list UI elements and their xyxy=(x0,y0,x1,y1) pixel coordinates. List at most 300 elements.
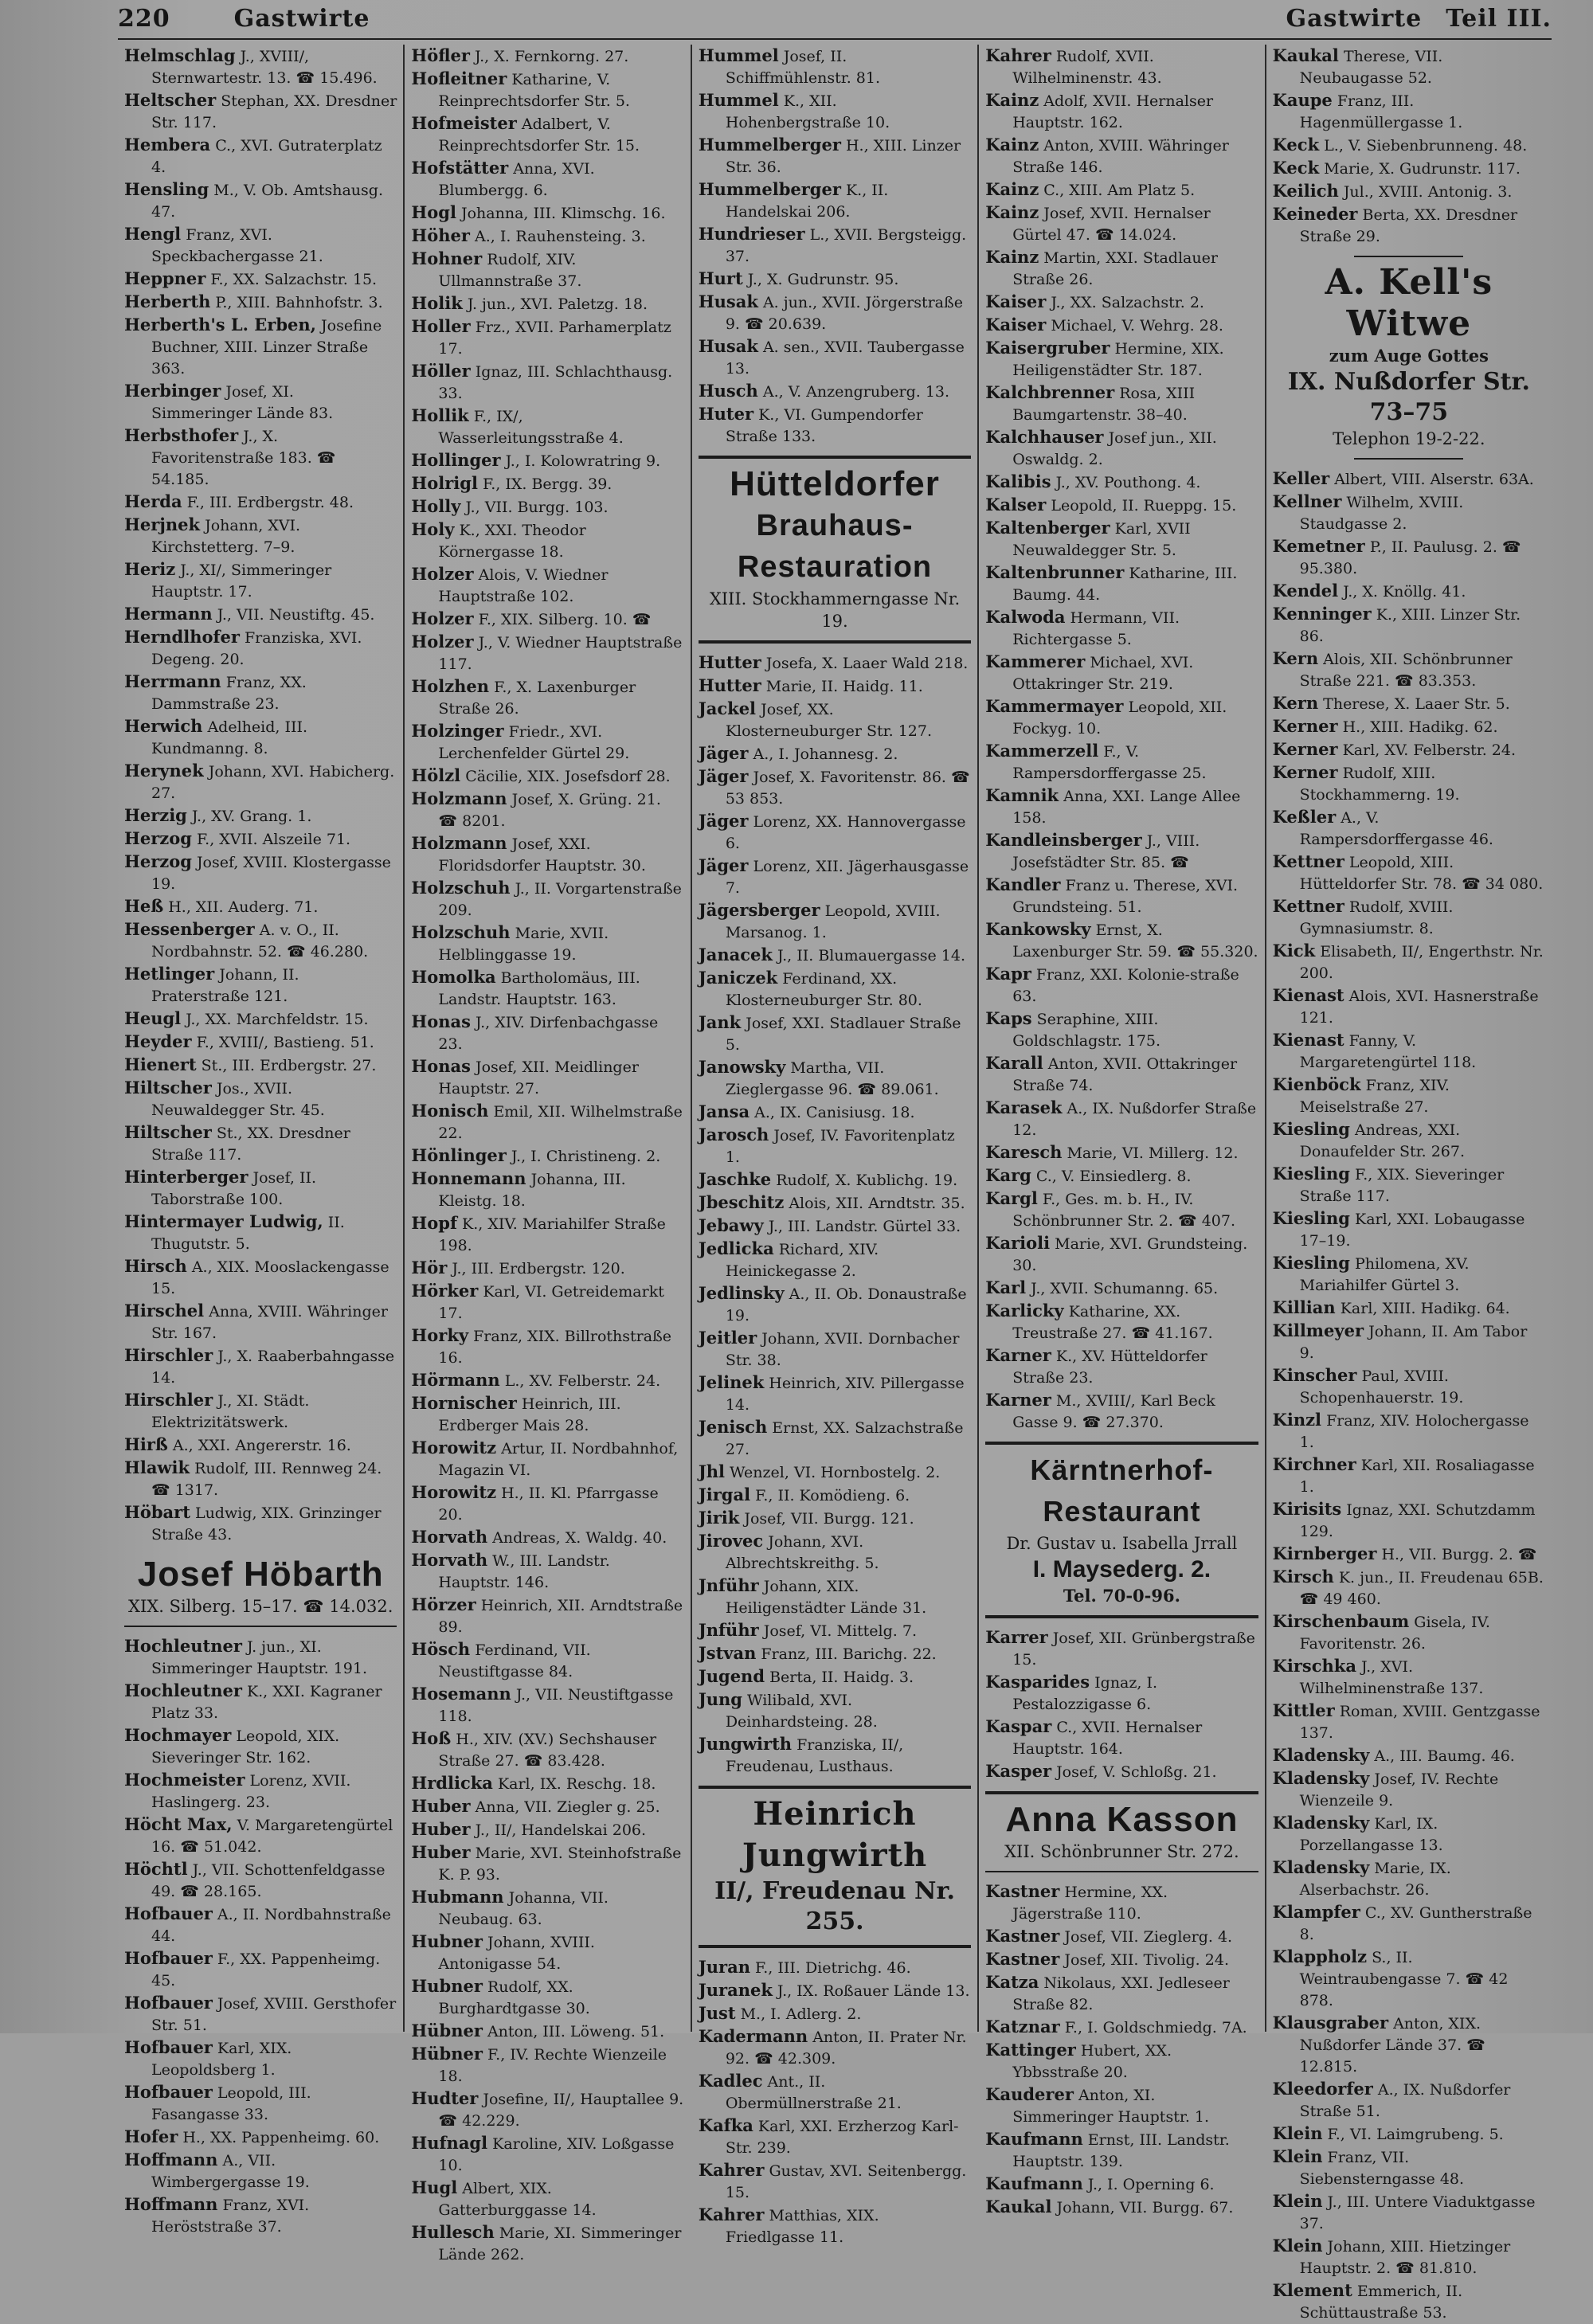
entry-name: Heugl xyxy=(124,1008,182,1028)
entry-name: Hochleutner xyxy=(124,1680,242,1700)
directory-entry xyxy=(411,1727,683,1772)
directory-entry xyxy=(411,405,683,449)
entry-details: Anton, II. Prater Nr. 92. ☎ 42.309. xyxy=(725,2029,967,2068)
entry-name: Hutter xyxy=(698,675,761,695)
entry-details: H., XIII. Hadikg. 62. xyxy=(1342,718,1498,736)
directory-entry xyxy=(699,1124,971,1168)
directory-entry xyxy=(699,1575,971,1619)
entry-name: Kahrer xyxy=(698,2205,765,2224)
directory-entry xyxy=(124,1680,397,1724)
directory-entry xyxy=(1273,1498,1545,1543)
directory-entry xyxy=(699,2159,971,2204)
entry-details: A., IX. Nußdorfer Straße 51. xyxy=(1299,2081,1511,2120)
entry-name: Kittler xyxy=(1272,1700,1335,1720)
page-header xyxy=(118,5,1552,40)
entry-details: Franz u. Therese, XVI. Grundsteing. 51. xyxy=(1012,877,1239,916)
entry-name: Klein xyxy=(1272,2123,1323,2143)
entry-details: Ernst, XX. Salzachstraße 27. xyxy=(725,1419,964,1458)
entry-details: A., XXI. Angererstr. 16. xyxy=(172,1437,351,1454)
entry-name: Kiesling xyxy=(1272,1164,1350,1184)
entry-name: Kastner xyxy=(985,1926,1060,1946)
entry-name: Kirisits xyxy=(1272,1499,1342,1519)
entry-name: Hornischer xyxy=(411,1393,517,1413)
directory-entry xyxy=(1273,851,1545,895)
entry-name: Hrdlicka xyxy=(411,1773,493,1793)
entry-details: Leopold, XIX. Sieveringer Str. 162. xyxy=(151,1727,340,1766)
entry-name: Kainz xyxy=(985,202,1039,222)
entry-name: Klappholz xyxy=(1272,1946,1368,1966)
entry-name: Hiltscher xyxy=(124,1078,212,1097)
entry-name: Kainz xyxy=(985,247,1039,267)
directory-entry xyxy=(985,651,1258,695)
directory-entry xyxy=(1273,203,1545,248)
directory-entry xyxy=(411,1795,683,1818)
entry-details: Karl, IX. Porzellangasse 13. xyxy=(1299,1815,1443,1854)
entry-details: Ferdinand, VII. Neustiftgasse 84. xyxy=(438,1641,591,1680)
entry-details: F., IV. Rechte Wienzeile 18. xyxy=(438,2046,667,2085)
entry-details: Leopold, III. Fasangasse 33. xyxy=(151,2084,311,2123)
entry-details: Ludwig, XIX. Grinzinger Straße 43. xyxy=(151,1504,382,1543)
entry-name: Kinscher xyxy=(1272,1365,1357,1385)
directory-entry xyxy=(124,715,397,760)
directory-entry xyxy=(699,1665,971,1688)
entry-details: J., V. Wiedner Hauptstraße 117. xyxy=(438,634,683,673)
directory-entry xyxy=(699,1238,971,1282)
directory-entry xyxy=(124,380,397,425)
directory-entry xyxy=(411,1280,683,1324)
ad-anna-kasson xyxy=(985,1791,1258,1872)
entry-details: Leopold, XVIII. Marsanog. 1. xyxy=(725,902,941,941)
directory-entry xyxy=(411,675,683,720)
directory-entry xyxy=(1273,761,1545,806)
entry-name: Kemetner xyxy=(1272,536,1365,556)
entry-name: Hummelberger xyxy=(698,179,841,199)
ad-line-1: A. Kell's Witwe xyxy=(1325,262,1493,344)
entry-details: Paul, XVIII. Schopenhauerstr. 19. xyxy=(1299,1367,1464,1407)
entry-name: Herzig xyxy=(124,805,187,825)
entry-details: St., XX. Dresdner Straße 117. xyxy=(151,1125,350,1164)
entry-details: Rudolf, XVII. Wilhelminenstr. 43. xyxy=(1012,48,1162,87)
directory-entry xyxy=(411,832,683,877)
entry-details: J., XVIII/, Sternwartestr. 13. ☎ 15.496. xyxy=(151,48,378,87)
entry-details: Johann, XVII. Dornbacher Str. 38. xyxy=(725,1330,960,1369)
entry-details: Leopold, XIII. Hütteldorfer Str. 78. ☎ 34 080. xyxy=(1299,854,1544,893)
entry-name: Juran xyxy=(698,1957,750,1977)
entry-details: Berta, II. Haidg. 3. xyxy=(769,1669,914,1686)
entry-name: Hiltscher xyxy=(124,1122,212,1142)
entry-name: Hölzl xyxy=(411,765,461,785)
entry-name: Kienast xyxy=(1272,1030,1344,1050)
directory-entry xyxy=(411,1324,683,1369)
directory-entry xyxy=(1273,45,1545,89)
entry-details: Gustav, XVI. Seitenbergg. 15. xyxy=(725,2162,967,2201)
entry-name: Hollik xyxy=(411,405,469,425)
entry-details: J., I. Christineng. 2. xyxy=(511,1148,661,1165)
entry-details: Albert, XIX. Gatterburggasse 14. xyxy=(438,2180,597,2219)
entry-name: Keineder xyxy=(1272,204,1358,224)
entry-name: Kaltenberger xyxy=(985,518,1110,538)
entry-details: M., XVIII/, Karl Beck Gasse 9. ☎ 27.370. xyxy=(1012,1392,1215,1431)
entry-name: Jäger xyxy=(698,743,749,763)
directory-entry xyxy=(985,1344,1258,1389)
entry-name: Kettner xyxy=(1272,896,1344,916)
directory-entry xyxy=(411,157,683,201)
entry-details: Josefa, X. Laaer Wald 218. xyxy=(765,655,969,672)
ad-line-2: zum Auge Gottes xyxy=(1329,346,1489,366)
directory-entry xyxy=(985,695,1258,740)
entry-details: F., III. Dietrichg. 46. xyxy=(755,1959,911,1977)
entry-name: Hienert xyxy=(124,1054,197,1074)
entry-details: Rudolf, XX. Burghardtgasse 30. xyxy=(438,1978,590,2017)
directory-entry xyxy=(1273,2146,1545,2190)
directory-entry xyxy=(1273,895,1545,940)
entry-name: Holzer xyxy=(411,608,474,628)
entry-name: Kahrer xyxy=(985,45,1051,65)
entry-name: Honas xyxy=(411,1011,471,1031)
entry-name: Kirsch xyxy=(1272,1567,1334,1587)
directory-entry xyxy=(411,2087,683,2132)
entry-details: L., V. Siebenbrunneng. 48. xyxy=(1324,137,1528,155)
entry-name: Karrer xyxy=(985,1627,1048,1647)
entry-details: H., VII. Burgg. 2. ☎ xyxy=(1381,1546,1537,1563)
ad-address: XIII. Stockhammerngasse Nr. 19. xyxy=(709,589,961,631)
entry-name: Jugend xyxy=(698,1666,765,1686)
entry-name: Kainz xyxy=(985,179,1039,199)
directory-entry xyxy=(985,1626,1258,1671)
entry-details: Adelheid, III. Kundmanng. 8. xyxy=(151,718,307,757)
running-title-left: Gastwirte xyxy=(233,5,370,33)
entry-name: Hirsch xyxy=(124,1256,187,1276)
entry-details: F., IX. Bergg. 39. xyxy=(482,475,613,493)
directory-entry xyxy=(1273,1655,1545,1700)
entry-details: J., III. Erdbergstr. 120. xyxy=(452,1260,625,1277)
entry-details: Alois, XII. Arndtstr. 35. xyxy=(789,1195,965,1212)
entry-name: Juranek xyxy=(698,1980,773,2000)
entry-name: Hirß xyxy=(124,1434,168,1454)
entry-name: Kick xyxy=(1272,941,1316,961)
entry-name: Keßler xyxy=(1272,807,1337,827)
entry-name: Hoffmann xyxy=(124,2194,218,2214)
entry-details: A., II. Nordbahnstraße 44. xyxy=(151,1906,391,1945)
entry-name: Killmeyer xyxy=(1272,1320,1364,1340)
directory-entry xyxy=(411,449,683,472)
entry-name: Herzog xyxy=(124,828,192,848)
entry-details: Josef, II. Taborstraße 100. xyxy=(151,1169,317,1208)
entry-name: Höcht Max, xyxy=(124,1814,233,1834)
entry-details: J., XX. Marchfeldstr. 15. xyxy=(186,1011,369,1028)
entry-name: Hinterberger xyxy=(124,1167,249,1187)
entry-details: F., Ges. m. b. H., IV. Schönbrunner Str. 2. ☎ 407. xyxy=(1012,1191,1236,1230)
directory-entry xyxy=(985,517,1258,561)
directory-entry xyxy=(1273,1029,1545,1074)
directory-entry xyxy=(124,2193,397,2238)
directory-entry xyxy=(411,45,683,68)
entry-details: Heinrich, III. Erdberger Mais 28. xyxy=(438,1395,621,1434)
directory-entry xyxy=(699,1327,971,1371)
entry-details: A., V. Anzengruberg. 13. xyxy=(762,383,950,401)
entry-name: Hetlinger xyxy=(124,964,215,984)
entry-name: Jelinek xyxy=(698,1372,765,1392)
entry-details: Wilibald, XVI. Deinhardsteing. 28. xyxy=(725,1692,878,1731)
directory-entry xyxy=(411,631,683,675)
entry-name: Kirschenbaum xyxy=(1272,1611,1410,1631)
directory-entry xyxy=(411,518,683,563)
directory-entry xyxy=(985,918,1258,963)
directory-entry xyxy=(1273,1409,1545,1453)
directory-entry xyxy=(124,671,397,715)
entry-name: Hosemann xyxy=(411,1684,511,1704)
entry-name: Hessenberger xyxy=(124,919,255,939)
entry-details: J. jun., XI. Simmeringer Hauptstr. 191. xyxy=(151,1638,367,1677)
entry-details: A., I. Rauhensteing. 3. xyxy=(475,228,646,245)
entry-details: F., V. Rampersdorffergasse 25. xyxy=(1012,743,1207,782)
entry-details: J., VII. Schottenfeldgasse 49. ☎ 28.165. xyxy=(151,1861,386,1900)
directory-entry xyxy=(411,563,683,608)
entry-details: Josef, VII. Burgg. 121. xyxy=(744,1510,914,1528)
entry-name: Klein xyxy=(1272,2236,1323,2256)
directory-entry xyxy=(411,2221,683,2266)
directory-entry xyxy=(124,1007,397,1031)
entry-details: Therese, VII. Neubaugasse 52. xyxy=(1299,48,1443,87)
directory-entry xyxy=(411,1886,683,1931)
entry-details: J., VII. Neustiftg. 45. xyxy=(217,606,375,624)
directory-entry xyxy=(124,425,397,491)
entry-name: Kafka xyxy=(698,2115,753,2135)
entry-details: Matthias, XIX. Friedlgasse 11. xyxy=(725,2207,879,2246)
entry-details: K., XXI. Theodor Körnergasse 18. xyxy=(438,522,586,561)
entry-details: Katharine, III. Baumg. 44. xyxy=(1012,565,1238,604)
directory-entry xyxy=(985,1716,1258,1760)
entry-details: Emil, XII. Wilhelmstraße 22. xyxy=(438,1103,683,1142)
directory-entry xyxy=(699,1168,971,1191)
entry-details: Anton, III. Löweng. 51. xyxy=(487,2023,665,2040)
entry-name: Kalchhauser xyxy=(985,427,1104,447)
directory-entry xyxy=(699,1619,971,1642)
columns xyxy=(118,45,1552,2322)
directory-entry xyxy=(1273,1744,1545,1767)
directory-entry xyxy=(1273,1364,1545,1409)
entry-details: Rudolf, III. Rennweg 24. ☎ 1317. xyxy=(151,1460,382,1499)
entry-details: Bartholomäus, III. Landstr. Hauptstr. 163. xyxy=(438,969,640,1008)
directory-entry xyxy=(1273,180,1545,203)
directory-entry xyxy=(699,742,971,765)
entry-details: J., III. Untere Viaduktgasse 37. xyxy=(1299,2193,1536,2232)
entry-details: Nikolaus, XXI. Jedleseer Straße 82. xyxy=(1012,1974,1230,2013)
directory-entry xyxy=(1273,134,1545,157)
entry-name: Jstvan xyxy=(698,1643,757,1663)
directory-entry xyxy=(985,2196,1258,2219)
entry-details: Josef, XX. Klosterneuburger Str. 127. xyxy=(725,701,932,740)
entry-name: Hoffmann xyxy=(124,2150,218,2169)
entry-name: Jäger xyxy=(698,811,749,831)
directory-entry xyxy=(124,134,397,178)
directory-entry xyxy=(1273,89,1545,134)
entry-name: Hübner xyxy=(411,2021,483,2040)
entry-name: Klausgraber xyxy=(1272,2013,1389,2033)
entry-name: Hönlinger xyxy=(411,1145,507,1165)
entry-details: Hermine, XX. Jägerstraße 110. xyxy=(1012,1884,1168,1923)
entry-details: Ernst, III. Landstr. Hauptstr. 139. xyxy=(1012,2131,1230,2170)
directory-entry xyxy=(699,1011,971,1056)
directory-entry xyxy=(985,1141,1258,1164)
column-4 xyxy=(977,45,1264,2216)
entry-name: Jank xyxy=(698,1012,742,1032)
ad-address: IX. Nußdorfer Str. 73–75 xyxy=(1287,368,1530,426)
directory-entry xyxy=(124,314,397,380)
entry-name: Kamnik xyxy=(985,785,1059,805)
directory-entry xyxy=(124,918,397,963)
directory-entry xyxy=(1273,491,1545,535)
entry-details: F., XIX. Silberg. 10. ☎ xyxy=(478,611,652,628)
entry-name: Honnemann xyxy=(411,1168,526,1188)
directory-entry xyxy=(985,291,1258,314)
entry-name: Kaukal xyxy=(985,2197,1052,2216)
entry-details: L., XV. Felberstr. 24. xyxy=(504,1372,661,1390)
directory-entry xyxy=(124,1457,397,1501)
entry-details: J., XX. Salzachstr. 2. xyxy=(1051,294,1204,311)
entry-details: Franziska, XVI. Degeng. 20. xyxy=(151,629,362,668)
directory-entry xyxy=(411,2043,683,2087)
entry-name: Hundrieser xyxy=(698,224,805,244)
entry-details: J., XIV. Dirfenbachgasse 23. xyxy=(438,1014,659,1053)
entry-name: Hirschler xyxy=(124,1345,213,1365)
entry-details: K., XII. Hohenbergstraße 10. xyxy=(725,92,890,131)
entry-name: Kandleinsberger xyxy=(985,830,1142,850)
entry-name: Holler xyxy=(411,316,471,336)
entry-details: Wenzel, VI. Hornbostelg. 2. xyxy=(730,1464,941,1481)
directory-entry xyxy=(699,380,971,403)
directory-entry xyxy=(1273,580,1545,603)
entry-details: P., II. Paulusg. 2. ☎ 95.380. xyxy=(1299,538,1521,577)
entry-name: Kainz xyxy=(985,90,1039,110)
entry-name: Kladensky xyxy=(1272,1768,1370,1788)
directory-entry xyxy=(124,1211,397,1255)
directory-entry xyxy=(699,1642,971,1665)
entry-name: Holzinger xyxy=(411,721,504,741)
directory-entry xyxy=(411,608,683,631)
directory-entry xyxy=(699,899,971,944)
page-number: 220 xyxy=(118,5,170,33)
entry-details: J., XVII. Schumanng. 65. xyxy=(1031,1280,1219,1297)
entry-details: C., XIII. Am Platz 5. xyxy=(1043,182,1196,199)
entry-details: F., IX/, Wasserleitungsstraße 4. xyxy=(438,408,624,447)
entry-details: Andreas, X. Waldg. 40. xyxy=(492,1529,667,1547)
directory-entry xyxy=(124,89,397,134)
entry-name: Kienböck xyxy=(1272,1074,1361,1094)
entry-details: A., V. Rampersdorffergasse 46. xyxy=(1299,809,1493,848)
ad-address: II/, Freudenau Nr. 255. xyxy=(714,1877,955,1935)
entry-name: Klement xyxy=(1272,2280,1352,2300)
entry-details: Ernst, X. Laxenburger Str. 59. ☎ 55.320. xyxy=(1012,921,1258,961)
directory-entry xyxy=(985,829,1258,874)
ad-line-1: Anna Kasson xyxy=(1005,1800,1239,1839)
entry-name: Hlawik xyxy=(124,1457,190,1477)
entry-name: Klampfer xyxy=(1272,1902,1360,1922)
entry-details: Johann, XVIII. Antonigasse 54. xyxy=(438,1934,595,1973)
entry-details: J., VIII. Josefstädter Str. 85. ☎ xyxy=(1012,832,1200,871)
entry-details: Anna, VII. Ziegler g. 25. xyxy=(475,1798,660,1816)
directory-entry xyxy=(699,335,971,380)
ad-line-1: Hütteldorfer xyxy=(730,464,940,503)
entry-name: Kalibis xyxy=(985,471,1051,491)
entry-details: Ignaz, III. Schlachthausg. 33. xyxy=(438,363,673,402)
entry-details: Johann, XVI. Kirchstetterg. 7–9. xyxy=(151,517,301,556)
entry-name: Herndlhofer xyxy=(124,627,240,647)
entry-details: A., XIX. Mooslackengasse 15. xyxy=(151,1258,389,1297)
directory-entry xyxy=(699,1507,971,1530)
directory-entry xyxy=(699,89,971,134)
directory-entry xyxy=(124,1054,397,1077)
entry-name: Kerner xyxy=(1272,716,1338,736)
entry-name: Hofstätter xyxy=(411,158,509,178)
entry-details: Lorenz, XII. Jägerhausgasse 7. xyxy=(725,858,969,897)
entry-details: Josef, XII. Meidlinger Hauptstr. 27. xyxy=(438,1058,639,1097)
entry-details: Marie, XVII. Helblinggasse 19. xyxy=(438,925,609,964)
directory-entry xyxy=(124,291,397,314)
entry-details: Philomena, XV. Mariahilfer Gürtel 3. xyxy=(1299,1255,1470,1294)
entry-name: Kaupe xyxy=(1272,90,1333,110)
directory-entry xyxy=(985,1187,1258,1232)
entry-details: Cäcilie, XIX. Josefsdorf 28. xyxy=(465,768,671,785)
entry-details: A., VII. Wimbergergasse 19. xyxy=(151,2152,310,2191)
entry-details: Therese, X. Laaer Str. 5. xyxy=(1323,695,1510,713)
entry-name: Kastner xyxy=(985,1949,1060,1969)
entry-details: Gisela, IV. Favoritenstr. 26. xyxy=(1299,1614,1490,1653)
directory-entry xyxy=(985,2128,1258,2173)
entry-details: M., I. Adlerg. 2. xyxy=(740,2005,862,2023)
ad-owners: Dr. Gustav u. Isabella Jrrall xyxy=(1006,1534,1238,1553)
entry-name: Höfler xyxy=(411,45,470,65)
directory-entry xyxy=(124,2149,397,2193)
directory-entry xyxy=(699,967,971,1011)
entry-name: Horvath xyxy=(411,1527,488,1547)
directory-entry xyxy=(985,1164,1258,1187)
entry-name: Jirik xyxy=(698,1508,740,1528)
directory-entry xyxy=(1273,984,1545,1029)
directory-entry xyxy=(411,112,683,157)
ad-josef-hobarth xyxy=(124,1554,397,1627)
entry-name: Hörmann xyxy=(411,1370,500,1390)
entry-name: Huter xyxy=(698,404,754,424)
entry-details: Josef, XII. Grünbergstraße 15. xyxy=(1012,1630,1255,1669)
entry-details: Josef, XVIII. Klostergasse 19. xyxy=(151,854,391,893)
entry-details: Emmerich, II. Schüttaustraße 53. xyxy=(1299,2283,1463,2322)
entry-details: F., XX. Salzachstr. 15. xyxy=(210,271,378,288)
entry-name: Kauderer xyxy=(985,2084,1074,2104)
entry-name: Hohner xyxy=(411,248,483,268)
entry-details: Karl, XIX. Leopoldsberg 1. xyxy=(151,2040,292,2079)
entry-name: Kirchner xyxy=(1272,1454,1356,1474)
column-5 xyxy=(1265,45,1552,2322)
directory-entry xyxy=(124,178,397,223)
directory-entry xyxy=(985,178,1258,201)
entry-name: Kaps xyxy=(985,1008,1032,1028)
entry-details: Ignaz, XXI. Schutzdamm 129. xyxy=(1299,1501,1536,1540)
entry-name: Jnführ xyxy=(698,1575,759,1595)
directory-entry xyxy=(699,651,971,675)
entry-name: Kladensky xyxy=(1272,1813,1370,1833)
entry-name: Kaspar xyxy=(985,1716,1052,1736)
entry-name: Kinzl xyxy=(1272,1410,1322,1430)
entry-name: Klein xyxy=(1272,2146,1323,2166)
entry-name: Just xyxy=(698,2003,736,2023)
directory-entry xyxy=(411,1772,683,1795)
entry-name: Hugl xyxy=(411,2177,458,2197)
entry-name: Hofleitner xyxy=(411,68,507,88)
entry-name: Kaltenbrunner xyxy=(985,562,1125,582)
entry-name: Honisch xyxy=(411,1101,489,1121)
entry-details: J., XV. Pouthong. 4. xyxy=(1055,474,1201,491)
